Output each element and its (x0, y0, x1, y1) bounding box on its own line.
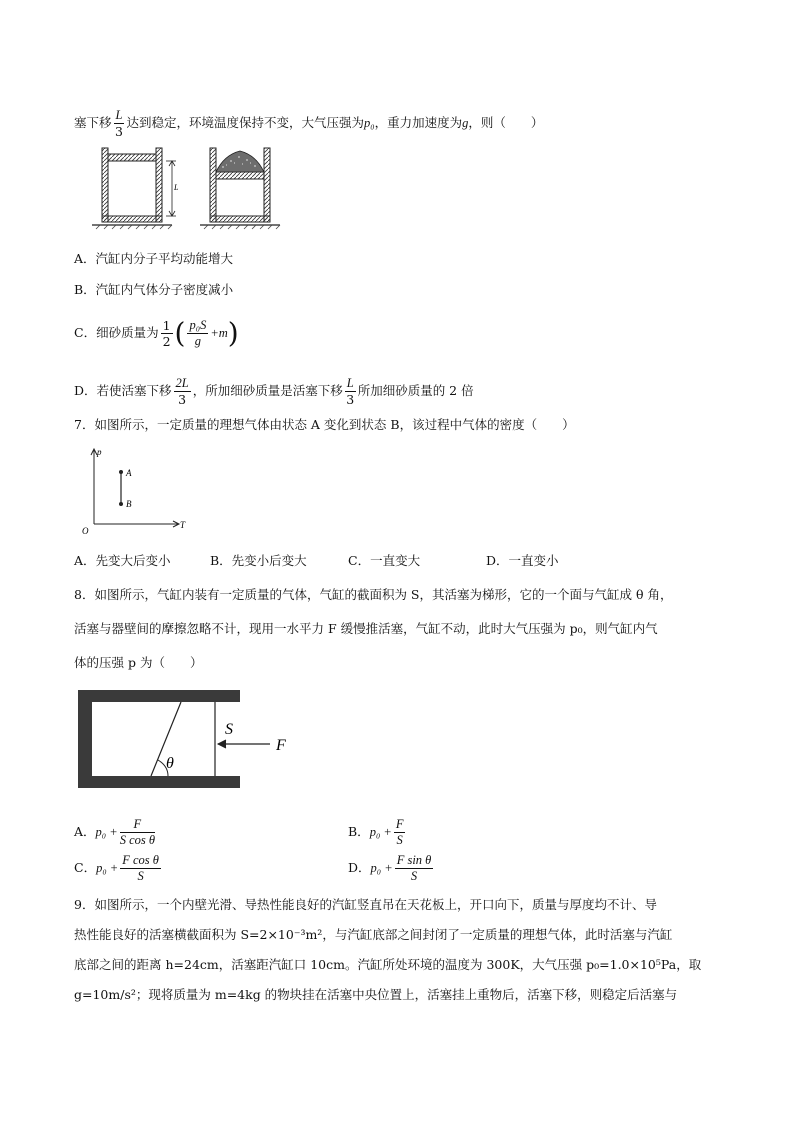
q6-fig-label-L: L (174, 183, 179, 192)
q8-theta-label: θ (166, 755, 174, 772)
q8-opt-b-den: S (396, 833, 403, 847)
q6-option-a: A．汽缸内分子平均动能增大 (74, 251, 234, 266)
q6-option-b: B．汽缸内气体分子密度减小 (74, 282, 234, 297)
q7-point-B (119, 502, 123, 506)
q8-opt-a-den: S cos θ (119, 833, 155, 847)
q8-opt-a-base: p₀ + (95, 825, 118, 839)
q6-opt-c-plus-m: +m (210, 326, 228, 340)
q6-option-d (74, 376, 474, 407)
q8-opt-d-base: p₀ + (370, 861, 393, 875)
q8-option-b (348, 817, 407, 848)
q6-opt-d-frac1 (174, 376, 191, 407)
q6-figure (92, 145, 292, 235)
q7-axis-label-T: T (180, 520, 186, 530)
q6-opt-d-mid: ，所加细砂质量是活塞下移 (192, 383, 343, 398)
q8-opt-c-num: F cos θ (122, 853, 159, 867)
q6-p0: p₀ (363, 116, 375, 130)
q8-cylinder (78, 690, 240, 788)
q6-stem-text3: ，重力加速度为 (374, 115, 463, 130)
q6-opt-c-inner-num: p₀S (189, 318, 207, 332)
q6-opt-d-suffix: 所加细砂质量的 2 倍 (357, 383, 474, 398)
q8-stem-line3: 体的压强 p 为（ ） (74, 655, 203, 670)
q8-F-label: F (276, 737, 286, 754)
q6-dimension-L (166, 161, 179, 216)
q7-option-a: A．先变大后变小 (74, 553, 171, 568)
q8-option-a (74, 817, 157, 848)
q8-opt-a-num: F (120, 817, 155, 833)
q8-opt-d-frac (395, 853, 434, 884)
q8-stem-line2: 活塞与器壁间的摩擦忽略不计，现用一水平力 F 缓慢推活塞，气缸不动，此时大气压强为 p₀，则气缸内气 (74, 621, 658, 636)
q7-label-B: B (126, 499, 132, 509)
q8-opt-c-den: S (137, 869, 144, 883)
q7-label-A: A (126, 468, 132, 478)
q8-opt-d-den: S (410, 869, 418, 883)
q8-opt-d-num: F sin θ (396, 853, 432, 867)
q7-option-b: B．先变小后变大 (210, 553, 307, 568)
q9-line3: 底部之间的距离 h=24cm，活塞距汽缸口 10cm。汽缸所处环境的温度为 300K，大气压强 p₀=1.0×10⁵Pa，取 (74, 957, 702, 972)
q7-option-d: D．一直变小 (486, 553, 559, 568)
q7-option-c: C．一直变大 (348, 553, 421, 568)
q6-frac-den: 3 (115, 124, 123, 139)
q8-stem-line1: 8．如图所示，气缸内装有一定质量的气体，气缸的截面积为 S，其活塞为梯形，它的一个面与气缸成 θ 角， (74, 587, 673, 602)
q6-opt-d-frac1-den: 3 (178, 392, 187, 407)
q6-opt-d-frac2-num: L (346, 376, 354, 390)
q6-opt-c-half (161, 318, 173, 349)
q6-paren-close: ) (227, 316, 239, 350)
q9-line2: 热性能良好的活塞横截面积为 S=2×10⁻³m²，与汽缸底部之间封闭了一定质量的理想气体，此时活塞与汽缸 (74, 927, 673, 942)
q8-S-label: S (225, 721, 233, 738)
q7-point-A (119, 470, 123, 474)
q8-opt-a-label: A． (74, 824, 96, 839)
q6-sand-pile (216, 151, 264, 172)
q6-stem-text2: 达到稳定，环境温度保持不变，大气压强为 (126, 115, 364, 130)
q8-opt-b-label: B． (348, 824, 370, 839)
q6-paren-open: ( (174, 316, 186, 350)
q6-opt-d-prefix: D．若使活塞下移 (74, 383, 172, 398)
q8-piston (151, 702, 215, 776)
q8-opt-b-frac (394, 817, 406, 848)
q6-cylinder-left (92, 148, 172, 229)
q6-stem (74, 108, 543, 139)
q8-option-d (348, 853, 435, 884)
q8-opt-b-num: F (395, 817, 404, 831)
q6-cylinder-right (200, 148, 280, 229)
q8-opt-c-frac (120, 853, 161, 884)
q7-origin-label: O (82, 526, 89, 536)
q6-stem-text: 塞下移 (74, 115, 112, 130)
q6-option-c (74, 318, 239, 349)
q6-opt-c-prefix: C．细砂质量为 (74, 325, 159, 340)
q8-opt-b-base: p₀ + (369, 825, 392, 839)
q6-stem-text4: ，则（ ） (468, 115, 544, 130)
q9-line4: g=10m/s²；现将质量为 m=4kg 的物块挂在活塞中央位置上，活塞挂上重物后，活塞下移，则稳定后活塞与 (74, 987, 678, 1002)
q6-fraction (114, 108, 125, 139)
q6-opt-c-inner (187, 318, 208, 349)
q6-g: g (462, 116, 469, 130)
q7-axis-label-p: p (97, 447, 102, 457)
q6-opt-c-inner-den: g (194, 334, 202, 348)
q6-frac-num: L (115, 108, 123, 122)
q8-opt-d-label: D． (348, 860, 371, 875)
q8-figure (78, 690, 298, 790)
q8-option-c (74, 853, 163, 884)
q8-opt-c-label: C． (74, 860, 97, 875)
q8-opt-c-base: p₀ + (96, 861, 119, 875)
q6-opt-c-half-num: 1 (162, 318, 171, 333)
q8-opt-a-frac (120, 817, 155, 848)
q6-opt-d-frac2 (345, 376, 356, 407)
q6-opt-c-half-den: 2 (162, 334, 171, 349)
q9-line1: 9．如图所示，一个内壁光滑、导热性能良好的汽缸竖直吊在天花板上，开口向下，质量与厚度均不计、导 (74, 897, 657, 912)
q6-opt-d-frac1-num: 2L (175, 376, 189, 390)
q7-pT-graph (78, 446, 198, 536)
q6-opt-d-frac2-den: 3 (346, 392, 355, 407)
q7-stem: 7．如图所示，一定质量的理想气体由状态 A 变化到状态 B，该过程中气体的密度（ ） (74, 417, 575, 432)
